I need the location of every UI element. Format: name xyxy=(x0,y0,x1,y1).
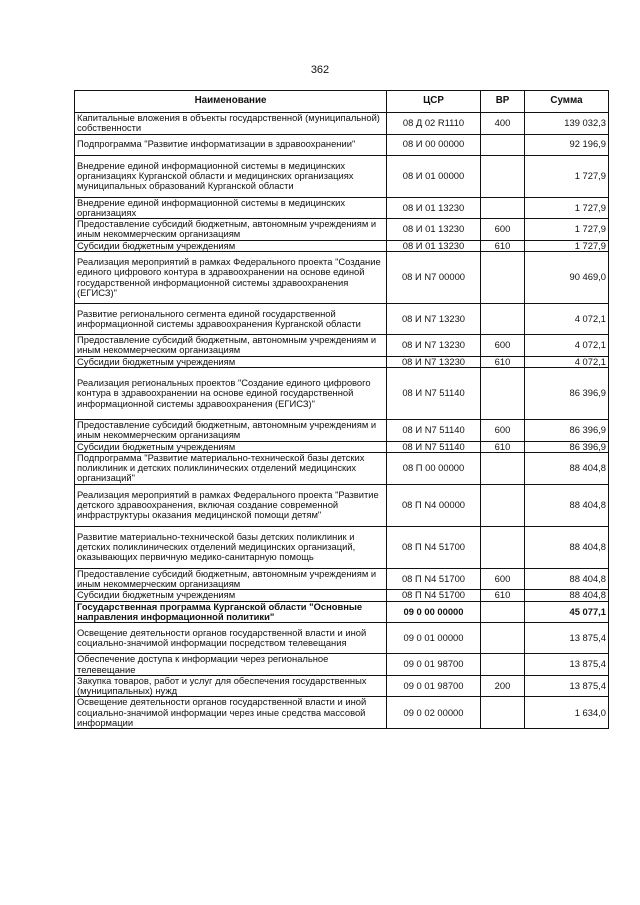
cell-vr xyxy=(481,623,525,654)
table-row xyxy=(75,240,609,251)
cell-csr: 08 И 01 13230 xyxy=(387,219,481,241)
cell-name: Закупка товаров, работ и услуг для обеспечения государственных (муниципальных) нужд xyxy=(75,675,387,697)
cell-name: Внедрение единой информационной системы в медицинских организациях xyxy=(75,197,387,219)
cell-vr xyxy=(481,155,525,197)
cell-name: Субсидии бюджетным учреждениям xyxy=(75,590,387,601)
cell-sum: 4 072,1 xyxy=(525,356,609,367)
table-row xyxy=(75,654,609,676)
cell-sum: 13 875,4 xyxy=(525,623,609,654)
cell-csr: 08 И N7 13230 xyxy=(387,356,481,367)
column-header-sum: Сумма xyxy=(525,91,609,113)
cell-name: Субсидии бюджетным учреждениям xyxy=(75,356,387,367)
table-row xyxy=(75,484,609,526)
cell-vr: 610 xyxy=(481,240,525,251)
cell-sum: 1 727,9 xyxy=(525,155,609,197)
table-header-row xyxy=(75,91,609,113)
table-row xyxy=(75,452,609,484)
table-row xyxy=(75,441,609,452)
cell-vr: 600 xyxy=(481,568,525,590)
cell-name: Реализация мероприятий в рамках Федерального проекта "Развитие детского здравоохранения, включая создание современной инфраструктуры оказания медицинской помощи детям" xyxy=(75,484,387,526)
table-row xyxy=(75,219,609,241)
cell-name: Освещение деятельности органов государственной власти и иной социально-значимой информации через иные средства массовой информации xyxy=(75,697,387,729)
column-header-csr: ЦСР xyxy=(387,91,481,113)
cell-csr: 08 П N4 51700 xyxy=(387,526,481,568)
cell-sum: 45 077,1 xyxy=(525,601,609,623)
cell-sum: 139 032,3 xyxy=(525,113,609,135)
cell-vr: 600 xyxy=(481,419,525,441)
cell-vr xyxy=(481,252,525,304)
cell-sum: 88 404,8 xyxy=(525,526,609,568)
table-row xyxy=(75,197,609,219)
column-header-vr: ВР xyxy=(481,91,525,113)
cell-name: Предоставление субсидий бюджетным, автономным учреждениям и иным некоммерческим организациям xyxy=(75,419,387,441)
table-row xyxy=(75,252,609,304)
cell-csr: 09 0 01 98700 xyxy=(387,675,481,697)
cell-csr: 08 И N7 51140 xyxy=(387,419,481,441)
cell-name: Обеспечение доступа к информации через региональное телевещание xyxy=(75,654,387,676)
table-row xyxy=(75,134,609,155)
cell-name: Капитальные вложения в объекты государственной (муниципальной) собственности xyxy=(75,113,387,135)
cell-csr: 08 Д 02 R1110 xyxy=(387,113,481,135)
cell-name: Развитие регионального сегмента единой государственной информационной системы здравоохранения Курганской области xyxy=(75,304,387,335)
cell-sum: 1 634,0 xyxy=(525,697,609,729)
cell-csr: 09 0 00 00000 xyxy=(387,601,481,623)
cell-csr: 09 0 01 00000 xyxy=(387,623,481,654)
cell-csr: 08 И N7 13230 xyxy=(387,304,481,335)
cell-name: Реализация региональных проектов "Создание единого цифрового контура в здравоохранении на основе единой государственной информационной системы здравоохранения (ЕГИСЗ)" xyxy=(75,367,387,419)
table-row xyxy=(75,335,609,357)
table-row xyxy=(75,155,609,197)
cell-vr: 610 xyxy=(481,590,525,601)
table-row xyxy=(75,623,609,654)
cell-name: Предоставление субсидий бюджетным, автономным учреждениям и иным некоммерческим организациям xyxy=(75,568,387,590)
cell-sum: 90 469,0 xyxy=(525,252,609,304)
cell-vr xyxy=(481,452,525,484)
cell-vr xyxy=(481,601,525,623)
cell-name: Подпрограмма "Развитие материально-технической базы детских поликлиник и детских поликлинических отделений медицинских организаций" xyxy=(75,452,387,484)
cell-name: Развитие материально-технической базы детских поликлиник и детских поликлинических отделений медицинских организаций, оказывающих первичную медико-санитарную помощь xyxy=(75,526,387,568)
cell-csr: 08 П 00 00000 xyxy=(387,452,481,484)
cell-sum: 13 875,4 xyxy=(525,675,609,697)
cell-vr: 610 xyxy=(481,441,525,452)
cell-sum: 13 875,4 xyxy=(525,654,609,676)
cell-csr: 08 И N7 00000 xyxy=(387,252,481,304)
cell-name: Реализация мероприятий в рамках Федерального проекта "Создание единого цифрового контура в здравоохранении на основе единой государственной информационной системы здравоохранения (ЕГИСЗ)" xyxy=(75,252,387,304)
table-row xyxy=(75,675,609,697)
cell-vr xyxy=(481,526,525,568)
cell-vr xyxy=(481,304,525,335)
cell-sum: 88 404,8 xyxy=(525,590,609,601)
cell-name: Субсидии бюджетным учреждениям xyxy=(75,240,387,251)
cell-sum: 92 196,9 xyxy=(525,134,609,155)
cell-vr xyxy=(481,697,525,729)
table-row xyxy=(75,697,609,729)
cell-sum: 1 727,9 xyxy=(525,240,609,251)
cell-name: Предоставление субсидий бюджетным, автономным учреждениям и иным некоммерческим организациям xyxy=(75,219,387,241)
cell-csr: 08 П N4 51700 xyxy=(387,568,481,590)
cell-csr: 08 И 01 00000 xyxy=(387,155,481,197)
budget-table xyxy=(74,90,609,729)
cell-csr: 08 И 01 13230 xyxy=(387,197,481,219)
column-header-name: Наименование xyxy=(75,91,387,113)
cell-csr: 09 0 01 98700 xyxy=(387,654,481,676)
cell-vr: 610 xyxy=(481,356,525,367)
cell-vr: 200 xyxy=(481,675,525,697)
cell-csr: 08 П N4 00000 xyxy=(387,484,481,526)
table-row xyxy=(75,568,609,590)
table-row xyxy=(75,304,609,335)
cell-sum: 1 727,9 xyxy=(525,197,609,219)
table-row xyxy=(75,419,609,441)
table-row xyxy=(75,367,609,419)
cell-name: Субсидии бюджетным учреждениям xyxy=(75,441,387,452)
cell-sum: 88 404,8 xyxy=(525,484,609,526)
cell-vr xyxy=(481,134,525,155)
cell-name: Освещение деятельности органов государственной власти и иной социально-значимой информации посредством телевещания xyxy=(75,623,387,654)
cell-sum: 86 396,9 xyxy=(525,419,609,441)
cell-vr: 400 xyxy=(481,113,525,135)
cell-sum: 86 396,9 xyxy=(525,441,609,452)
cell-sum: 86 396,9 xyxy=(525,367,609,419)
cell-sum: 88 404,8 xyxy=(525,568,609,590)
cell-vr xyxy=(481,367,525,419)
cell-name: Предоставление субсидий бюджетным, автономным учреждениям и иным некоммерческим организациям xyxy=(75,335,387,357)
cell-vr: 600 xyxy=(481,219,525,241)
cell-sum: 88 404,8 xyxy=(525,452,609,484)
cell-csr: 08 И 01 13230 xyxy=(387,240,481,251)
cell-csr: 08 И N7 51140 xyxy=(387,441,481,452)
cell-csr: 08 И 00 00000 xyxy=(387,134,481,155)
cell-vr xyxy=(481,484,525,526)
cell-name: Подпрограмма "Развитие информатизации в здравоохранении" xyxy=(75,134,387,155)
cell-csr: 09 0 02 00000 xyxy=(387,697,481,729)
cell-name: Внедрение единой информационной системы в медицинских организациях Курганской области и медицинских организациях муниципальных образований Курганской области xyxy=(75,155,387,197)
cell-name: Государственная программа Курганской области "Основные направления информационной политики" xyxy=(75,601,387,623)
table-row xyxy=(75,113,609,135)
page-number: 362 xyxy=(310,64,330,76)
cell-sum: 1 727,9 xyxy=(525,219,609,241)
table-row xyxy=(75,601,609,623)
cell-csr: 08 П N4 51700 xyxy=(387,590,481,601)
table-row xyxy=(75,356,609,367)
cell-csr: 08 И N7 51140 xyxy=(387,367,481,419)
cell-vr: 600 xyxy=(481,335,525,357)
table-body xyxy=(75,113,609,729)
cell-sum: 4 072,1 xyxy=(525,335,609,357)
cell-vr xyxy=(481,654,525,676)
cell-sum: 4 072,1 xyxy=(525,304,609,335)
cell-csr: 08 И N7 13230 xyxy=(387,335,481,357)
table-row xyxy=(75,590,609,601)
cell-vr xyxy=(481,197,525,219)
table-row xyxy=(75,526,609,568)
